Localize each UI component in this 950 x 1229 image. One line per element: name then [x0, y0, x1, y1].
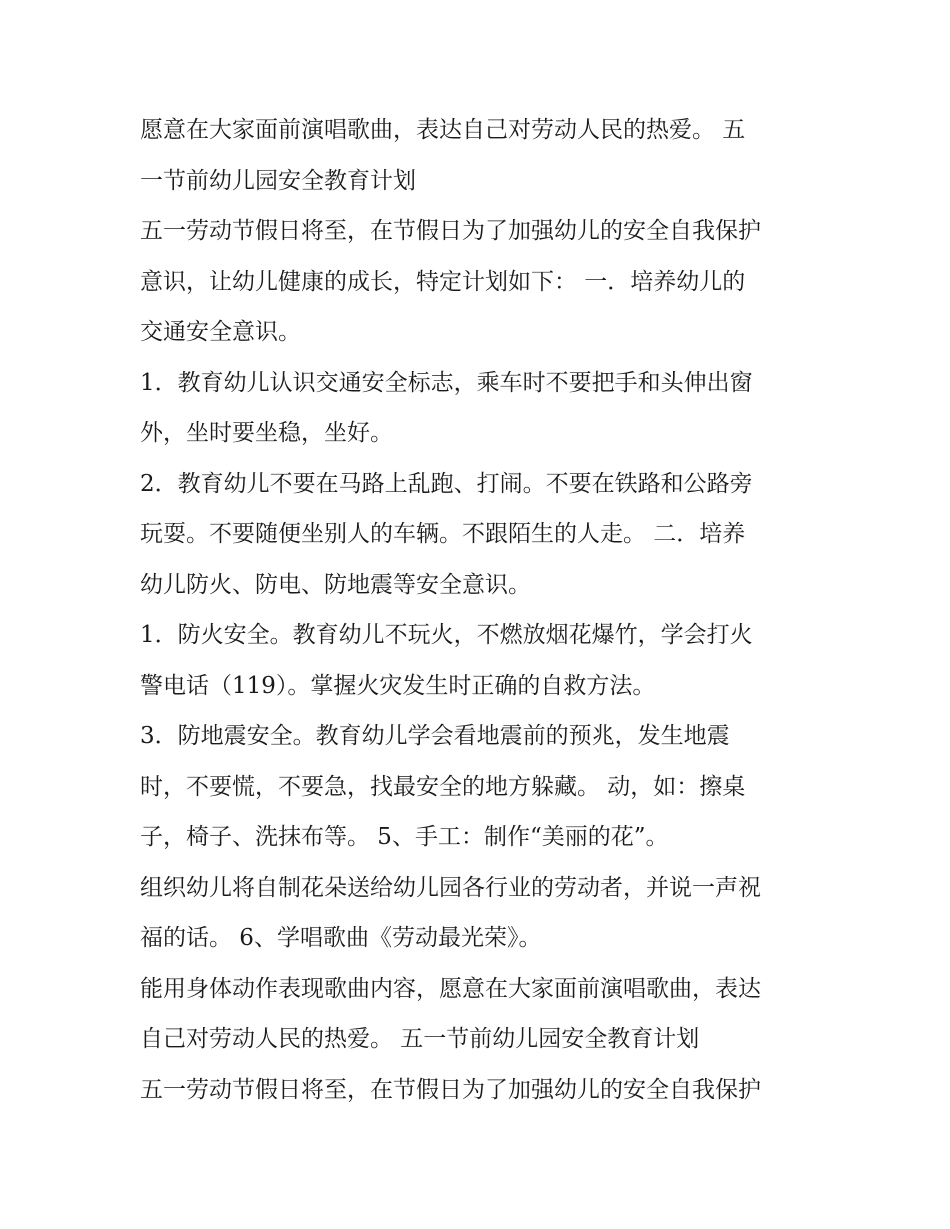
text-line: 幼儿防火、防电、防地震等安全意识。	[140, 571, 531, 598]
text-line: 交通安全意识。	[140, 319, 301, 345]
text-line: 五一劳动节假日将至，在节假日为了加强幼儿的安全自我保护	[140, 1076, 761, 1103]
text-line: 警电话（119）。掌握火灾发生时正确的自救方法。	[140, 672, 656, 699]
text-line: 1．防火安全。教育幼儿不玩火，不燃放烟花爆竹，学会打火	[140, 622, 753, 648]
text-line: 五一劳动节假日将至，在节假日为了加强幼儿的安全自我保护	[140, 218, 761, 244]
text-line: 愿意在大家面前演唱歌曲，表达自己对劳动人民的热爱。 五	[140, 117, 746, 143]
text-line: 意识，让幼儿健康的成长，特定计划如下： 一．培养幼儿的	[140, 268, 746, 295]
text-line: 子，椅子、洗抹布等。 5、手工：制作“美丽的花”。	[140, 824, 669, 850]
text-line: 自己对劳动人民的热爱。 五一节前幼儿园安全教育计划	[140, 1026, 700, 1052]
text-line: 3．防地震安全。教育幼儿学会看地震前的预兆，发生地震	[140, 723, 730, 749]
text-line: 1．教育幼儿认识交通安全标志，乘车时不要把手和头伸出窗	[140, 369, 753, 396]
text-line: 2．教育幼儿不要在马路上乱跑、打闹。不要在铁路和公路旁	[140, 470, 753, 497]
document-body	[140, 105, 820, 1115]
text-line: 时，不要慌，不要急，找最安全的地方躲藏。 动，如：擦桌	[140, 773, 746, 800]
text-line: 外，坐时要坐稳，坐好。	[140, 420, 393, 446]
text-line: 福的话。 6、学唱歌曲《劳动最光荣》。	[140, 925, 542, 951]
text-line: 玩耍。不要随便坐别人的车辆。不跟陌生的人走。 二．培养	[140, 521, 746, 547]
text-line: 一节前幼儿园安全教育计划	[140, 167, 416, 194]
text-line: 能用身体动作表现歌曲内容，愿意在大家面前演唱歌曲，表达	[140, 975, 761, 1002]
text-line: 组织幼儿将自制花朵送给幼儿园各行业的劳动者，并说一声祝	[140, 874, 761, 901]
